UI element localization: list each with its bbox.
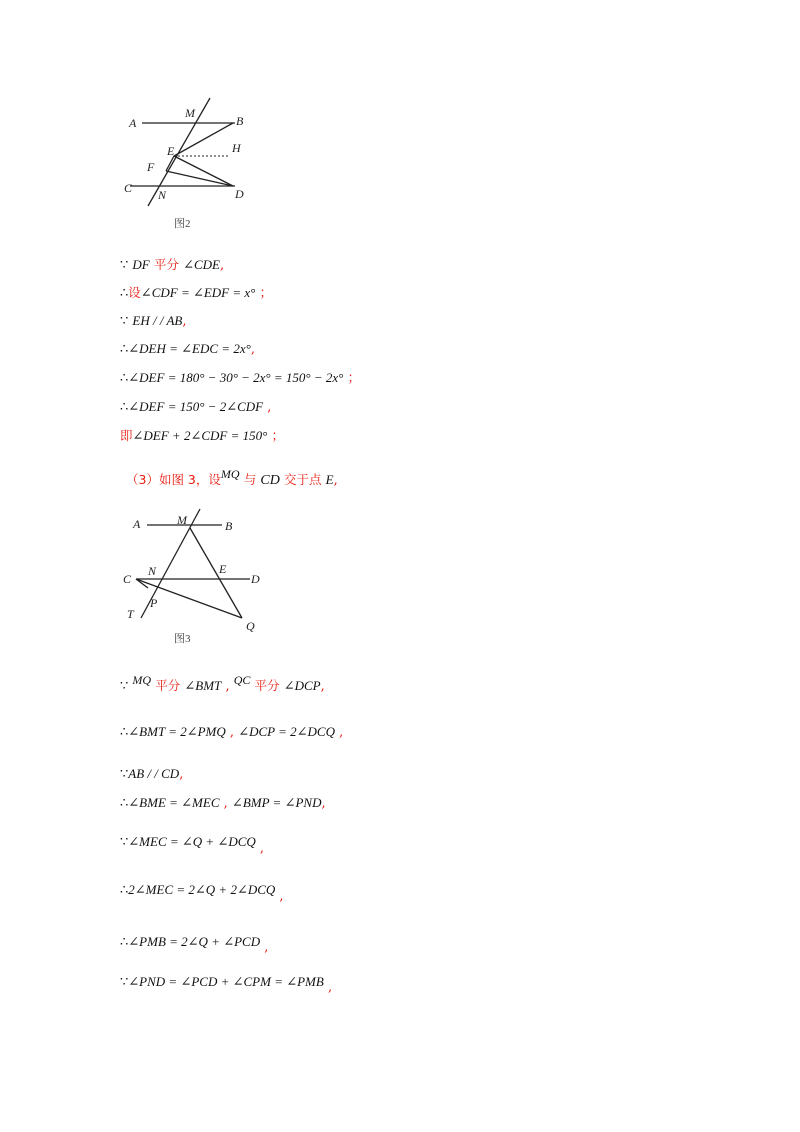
math: CD xyxy=(260,473,280,488)
math: MQ xyxy=(132,673,152,687)
red-text: 平分 xyxy=(254,678,280,693)
punct: ； xyxy=(259,286,273,301)
label-e: E xyxy=(219,562,227,576)
punct: , xyxy=(327,980,333,995)
label-a: A xyxy=(129,116,137,130)
math: QC xyxy=(233,673,251,687)
segment-eb xyxy=(174,123,233,156)
red-text: （3）如图 3，设 xyxy=(126,472,221,487)
line-lead: ∵ xyxy=(120,679,129,694)
figure-2 xyxy=(115,95,275,240)
line-lead: ∴ xyxy=(120,796,129,811)
figure-2-caption: 图2 xyxy=(174,218,191,230)
figure-3 xyxy=(115,505,275,650)
math: ∠CDF = ∠EDF = x° xyxy=(140,285,256,300)
line-2-7 xyxy=(120,428,284,445)
segment-ed xyxy=(174,156,233,186)
line-lead: ∵ xyxy=(120,314,129,329)
math: ∠BMP = ∠PND xyxy=(231,795,322,810)
label-p: P xyxy=(150,596,158,610)
punct: , xyxy=(225,679,230,694)
math: ∠PMB = 2∠Q + ∠PCD xyxy=(128,934,261,949)
math: ∠BMT xyxy=(184,678,222,693)
punct: , xyxy=(219,258,225,273)
red-text: 设 xyxy=(128,285,141,300)
line-2-6 xyxy=(120,399,271,416)
line-2-2 xyxy=(120,285,273,302)
line-2-4 xyxy=(120,341,255,358)
line-lead: ∴ xyxy=(120,935,129,950)
label-f: F xyxy=(147,160,155,174)
line-3-1 xyxy=(120,673,325,695)
punct: , xyxy=(333,473,338,488)
red-text: 平分 xyxy=(153,257,179,272)
segment-cp xyxy=(136,579,148,588)
segment-fd xyxy=(166,171,233,186)
line-3-7 xyxy=(120,934,269,955)
math: ∠DCP xyxy=(283,678,321,693)
red-text: 平分 xyxy=(155,678,181,693)
label-m: M xyxy=(177,513,187,527)
math: ∠DEF + 2∠CDF = 150° xyxy=(132,428,268,443)
math: ∠PND = ∠PCD + ∠CPM = ∠PMB xyxy=(128,974,324,989)
math: DF xyxy=(132,257,150,272)
punct: , xyxy=(321,796,326,811)
punct: , xyxy=(339,725,344,740)
punct: , xyxy=(267,400,272,415)
punct: , xyxy=(223,796,228,811)
line-3-6 xyxy=(120,882,284,904)
math: AB / / CD xyxy=(128,766,180,781)
red-text: 与 xyxy=(243,472,257,487)
punct: , xyxy=(182,314,187,329)
label-c: C xyxy=(123,572,132,586)
line-lead: ∴ xyxy=(120,400,129,415)
math: 2∠MEC = 2∠Q + 2∠DCQ xyxy=(128,882,276,897)
line-3-8 xyxy=(120,974,333,995)
line-lead: ∴ xyxy=(120,286,129,301)
label-b: B xyxy=(225,519,233,533)
punct: , xyxy=(264,940,269,955)
line-lead: ∵ xyxy=(120,835,129,850)
punct: , xyxy=(229,725,235,740)
punct: ； xyxy=(347,371,361,386)
line-lead: ∴ xyxy=(120,883,129,898)
line-lead: ∵ xyxy=(120,258,129,273)
line-3-5 xyxy=(120,834,265,856)
segment-mq xyxy=(190,528,242,618)
line-lead: ∴ xyxy=(120,342,129,357)
label-c: C xyxy=(124,181,133,195)
line-2-1 xyxy=(120,257,224,274)
red-text: 交于点 xyxy=(283,472,322,487)
line-lead: ∵ xyxy=(120,767,129,782)
math: ∠DEH = ∠EDC = 2x° xyxy=(128,341,251,356)
math: ∠CDE xyxy=(183,257,220,272)
line-lead: ∴ xyxy=(120,725,129,740)
line-2-5 xyxy=(120,370,361,387)
punct: , xyxy=(279,889,284,904)
math: E xyxy=(325,472,334,487)
punct: , xyxy=(259,841,265,856)
math: EH / / AB xyxy=(132,313,183,328)
line-2-3 xyxy=(120,313,187,330)
punct: ； xyxy=(271,429,285,444)
label-n: N xyxy=(148,564,157,578)
math: ∠DEF = 150° − 2∠CDF xyxy=(128,399,264,414)
line-3-3 xyxy=(120,766,183,783)
punct: , xyxy=(250,342,255,357)
math: ∠DCP = 2∠DCQ xyxy=(238,724,335,739)
label-m: M xyxy=(185,106,195,120)
red-text: 即 xyxy=(120,428,133,443)
label-n: N xyxy=(158,188,167,202)
line-lead: ∴ xyxy=(120,371,129,386)
label-q: Q xyxy=(246,619,255,633)
math: ∠MEC = ∠Q + ∠DCQ xyxy=(128,834,256,849)
label-b: B xyxy=(236,114,244,128)
label-e: E xyxy=(167,144,175,158)
part-3-header xyxy=(126,467,338,489)
math: ∠DEF = 180° − 30° − 2x° = 150° − 2x° xyxy=(128,370,344,385)
line-3-4 xyxy=(120,795,326,812)
label-t: T xyxy=(127,607,134,621)
line-lead: ∵ xyxy=(120,975,129,990)
label-d: D xyxy=(235,187,244,201)
label-h: H xyxy=(232,141,241,155)
punct: , xyxy=(179,767,184,782)
math: MQ xyxy=(220,467,240,481)
label-a: A xyxy=(133,517,141,531)
label-d: D xyxy=(251,572,260,586)
line-3-2 xyxy=(120,724,343,741)
figure-3-caption: 图3 xyxy=(174,633,191,645)
math: ∠BME = ∠MEC xyxy=(128,795,220,810)
math: ∠BMT = 2∠PMQ xyxy=(128,724,226,739)
punct: , xyxy=(320,679,325,694)
